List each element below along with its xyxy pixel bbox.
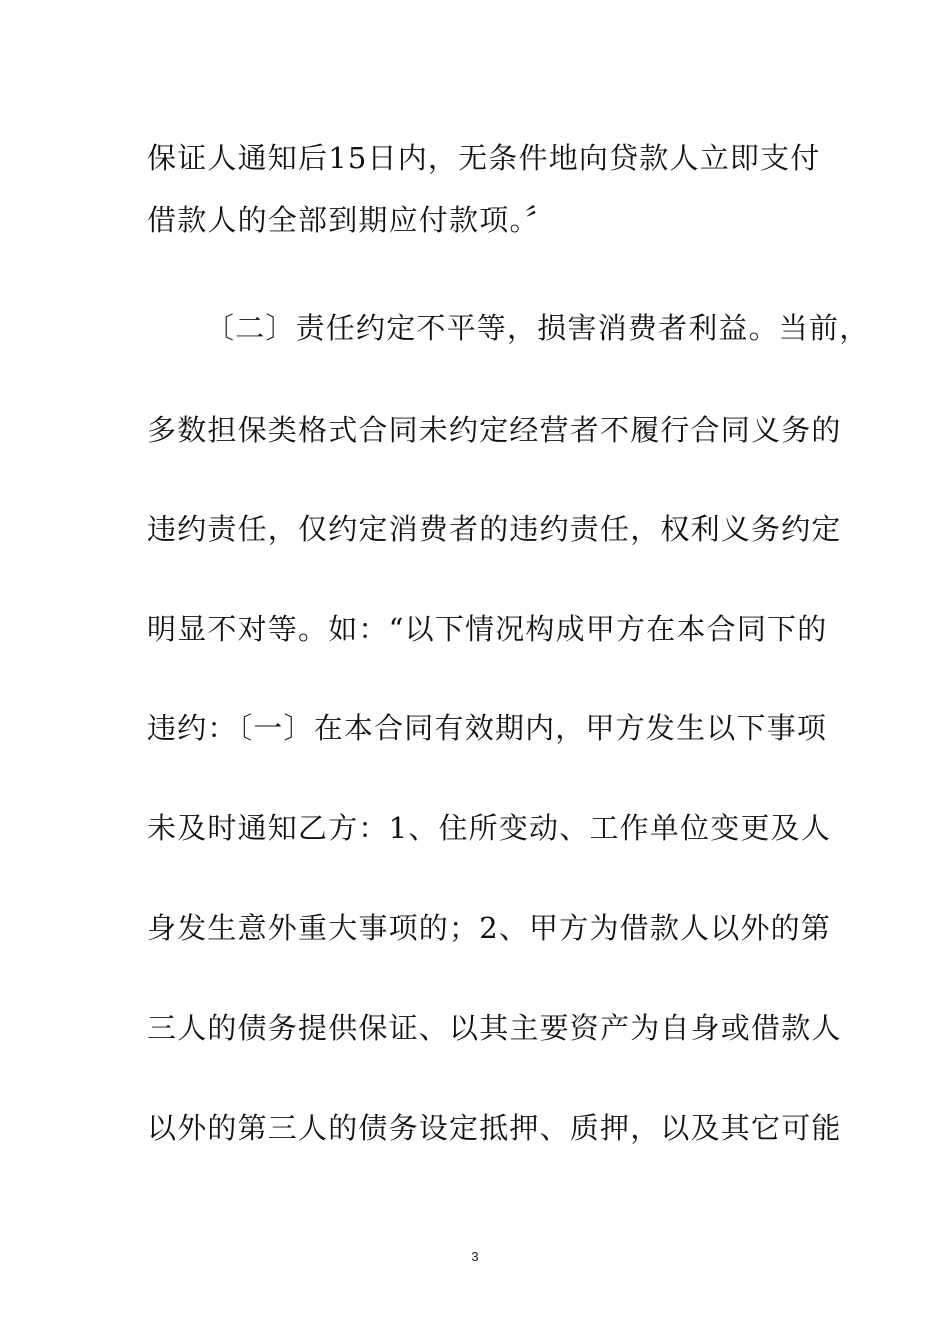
text-line-6: 明显不对等。如：“以下情况构成甲方在本合同下的 xyxy=(147,612,828,646)
text-line-1: 保证人通知后15日内，无条件地向贷款人立即支付 xyxy=(147,141,821,175)
paragraph-start-line: 〔二〕责任约定不平等，损害消费者利益。当前， xyxy=(205,311,870,345)
text-line-4: 多数担保类格式合同未约定经营者不履行合同义务的 xyxy=(147,413,842,447)
text-line-2: 借款人的全部到期应付款项。〞 xyxy=(147,203,556,237)
text-line-8: 未及时通知乙方：1、住所变动、工作单位变更及人 xyxy=(147,811,832,845)
text-line-5: 违约责任，仅约定消费者的违约责任，权利义务约定 xyxy=(147,512,842,546)
text-line-7: 违约：〔一〕在本合同有效期内，甲方发生以下事项 xyxy=(147,711,828,745)
text-line-9: 身发生意外重大事项的；2、甲方为借款人以外的第 xyxy=(147,911,832,945)
text-line-10: 三人的债务提供保证、以其主要资产为自身或借款人 xyxy=(147,1011,842,1045)
text-line-11: 以外的第三人的债务设定抵押、质押，以及其它可能 xyxy=(147,1111,842,1145)
page-number: 3 xyxy=(471,1249,479,1264)
